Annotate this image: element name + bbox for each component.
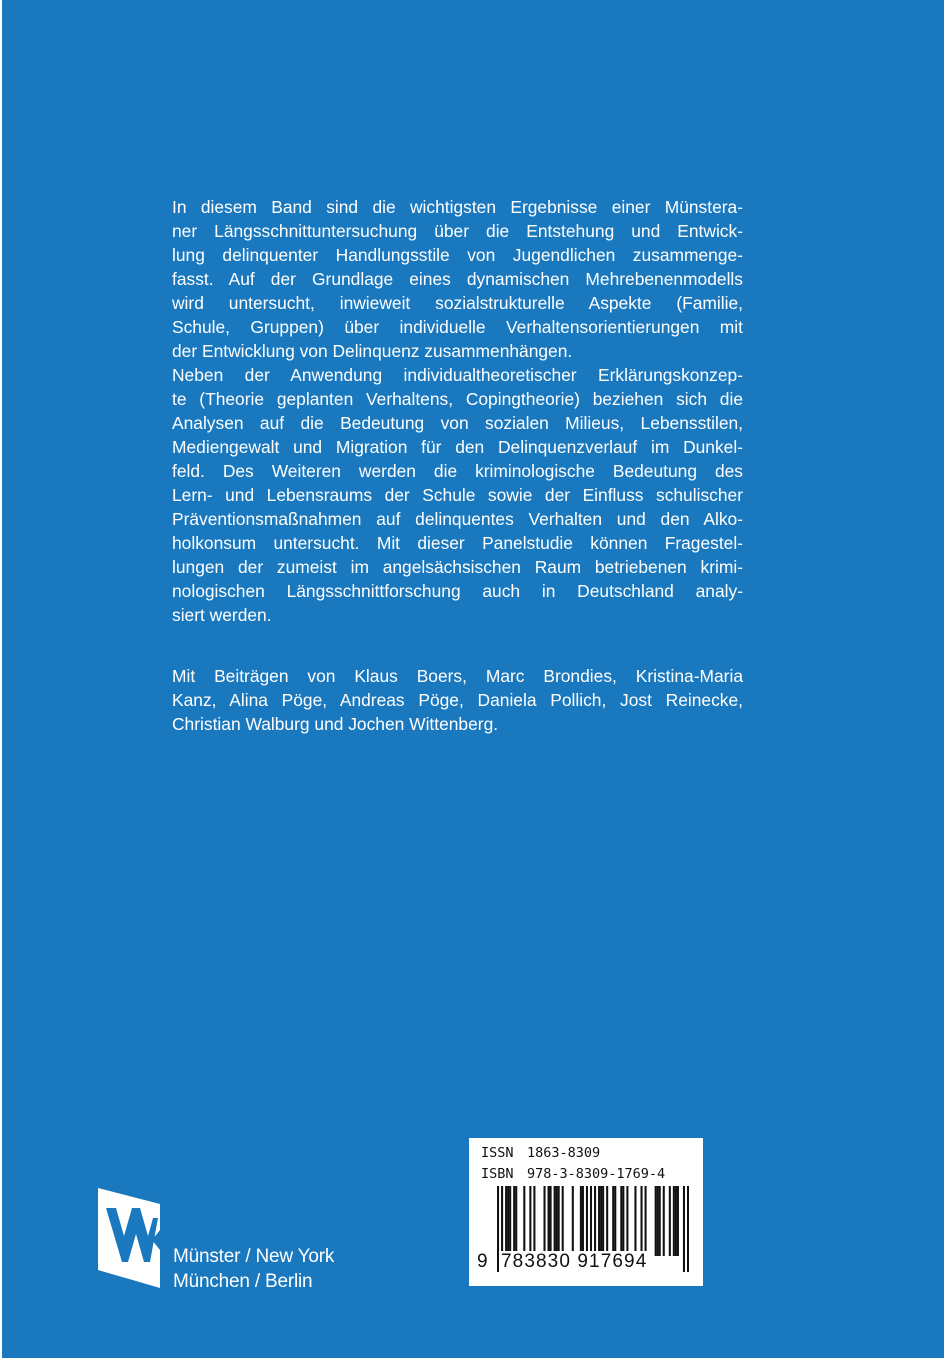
blurb-line: Analysen auf die Bedeutung von sozialen Milieus, Lebensstilen,	[172, 413, 743, 433]
blurb-line: Präventionsmaßnahmen auf delinquentes Verhalten und den Alko-	[172, 509, 743, 529]
publisher-locations	[173, 1244, 334, 1294]
barcode-bar	[548, 1186, 550, 1256]
barcode-bar	[622, 1186, 624, 1256]
isbn-value: 978-3-8309-1769-4	[527, 1166, 666, 1182]
barcode-bar	[562, 1186, 564, 1256]
blurb-line: te (Theorie geplanten Verhaltens, Copingtheorie) beziehen sich die	[172, 389, 743, 409]
blurb-text	[172, 195, 743, 627]
blurb-line: holkonsum untersucht. Mit dieser Panelstudie können Fragestel-	[172, 533, 743, 553]
barcode-bar	[675, 1186, 677, 1256]
issn-row	[481, 1145, 600, 1161]
barcode-bar	[602, 1186, 604, 1256]
barcode-bar	[523, 1186, 525, 1256]
contributors-line: Mit Beiträgen von Klaus Boers, Marc Brondies, Kristina-Maria	[172, 666, 743, 686]
barcode-bar	[572, 1186, 574, 1256]
barcode-bar	[543, 1186, 545, 1256]
publisher-line-2: München / Berlin	[173, 1271, 313, 1292]
barcode-bar	[600, 1186, 602, 1256]
contributors-text	[172, 664, 743, 736]
back-cover	[2, 0, 944, 1358]
barcode-bar	[634, 1186, 636, 1256]
blurb-line: lungen der zumeist im angelsächsischen Raum betriebenen krimi-	[172, 557, 743, 577]
isbn-row	[481, 1166, 665, 1182]
barcode-bar	[505, 1186, 507, 1256]
barcode-bar	[580, 1186, 582, 1256]
barcode-bar	[556, 1186, 558, 1256]
barcode-bar	[669, 1186, 671, 1256]
blurb-line: fasst. Auf der Grundlage eines dynamischen Mehrebenenmodells	[172, 269, 743, 289]
barcode-bar	[529, 1186, 531, 1256]
barcode-bar	[586, 1186, 588, 1256]
barcode-bar	[645, 1186, 647, 1256]
barcode-bar	[507, 1186, 509, 1256]
blurb-line: Neben der Anwendung individualtheoretischer Erklärungskonzep-	[172, 365, 743, 385]
barcode-bar	[626, 1186, 628, 1256]
barcode-bar	[515, 1186, 517, 1256]
barcode-bar	[640, 1186, 642, 1256]
barcode-bar	[673, 1186, 675, 1256]
waxmann-logo-icon	[98, 1188, 160, 1288]
barcode-number	[477, 1251, 697, 1273]
barcode-bar	[513, 1186, 515, 1256]
issn-value: 1863-8309	[527, 1145, 601, 1161]
blurb-line: ner Längsschnittuntersuchung über die Entstehung und Entwick-	[172, 221, 743, 241]
barcode-bar	[598, 1186, 600, 1256]
blurb-line: lung delinquenter Handlungsstile von Jugendlichen zusammenge-	[172, 245, 743, 265]
blurb-line: In diesem Band sind die wichtigsten Ergebnisse einer Münstera-	[172, 197, 743, 217]
barcode-bar	[558, 1186, 560, 1256]
barcode-bar	[659, 1186, 661, 1256]
barcode-bar	[550, 1186, 552, 1256]
blurb-line: Mediengewalt und Migration für den Delinquenzverlauf im Dunkel-	[172, 437, 743, 457]
contributors-line: Kanz, Alina Pöge, Andreas Pöge, Daniela Pollich, Jost Reinecke,	[172, 690, 743, 710]
barcode-bar	[612, 1186, 614, 1256]
blurb-line: Lern- und Lebensraums der Schule sowie der Einfluss schulischer	[172, 485, 743, 505]
blurb-line: der Entwicklung von Delinquenz zusammenhängen.	[172, 341, 573, 361]
publisher-line-1: Münster / New York	[173, 1246, 335, 1267]
issn-label: ISSN	[481, 1145, 514, 1161]
blurb-line: siert werden.	[172, 605, 272, 625]
barcode-bar	[655, 1186, 657, 1256]
barcode-panel	[469, 1138, 703, 1286]
blurb-line: Schule, Gruppen) über individuelle Verhaltensorientierungen mit	[172, 317, 743, 337]
barcode-digits: 783830 917694	[501, 1251, 648, 1272]
blurb-line: feld. Des Weiteren werden die kriminologische Bedeutung des	[172, 461, 743, 481]
barcode-bar	[663, 1186, 665, 1256]
barcode-bar	[533, 1186, 535, 1256]
barcode-bar	[620, 1186, 622, 1256]
blurb-line: nologischen Längsschnittforschung auch in Deutschland analy-	[172, 581, 743, 601]
barcode-bar	[614, 1186, 616, 1256]
barcode-bar	[677, 1186, 679, 1256]
barcode-bar	[582, 1186, 584, 1256]
blurb-line: wird untersucht, inwieweit sozialstrukturelle Aspekte (Familie,	[172, 293, 743, 313]
contributors-line: Christian Walburg und Jochen Wittenberg.	[172, 714, 499, 734]
barcode-bar	[657, 1186, 659, 1256]
barcode-bar	[509, 1186, 511, 1256]
isbn-label: ISBN	[481, 1166, 514, 1182]
barcode-first-digit: 9	[477, 1251, 489, 1272]
barcode-bar	[554, 1186, 556, 1256]
barcode-bar	[606, 1186, 608, 1256]
